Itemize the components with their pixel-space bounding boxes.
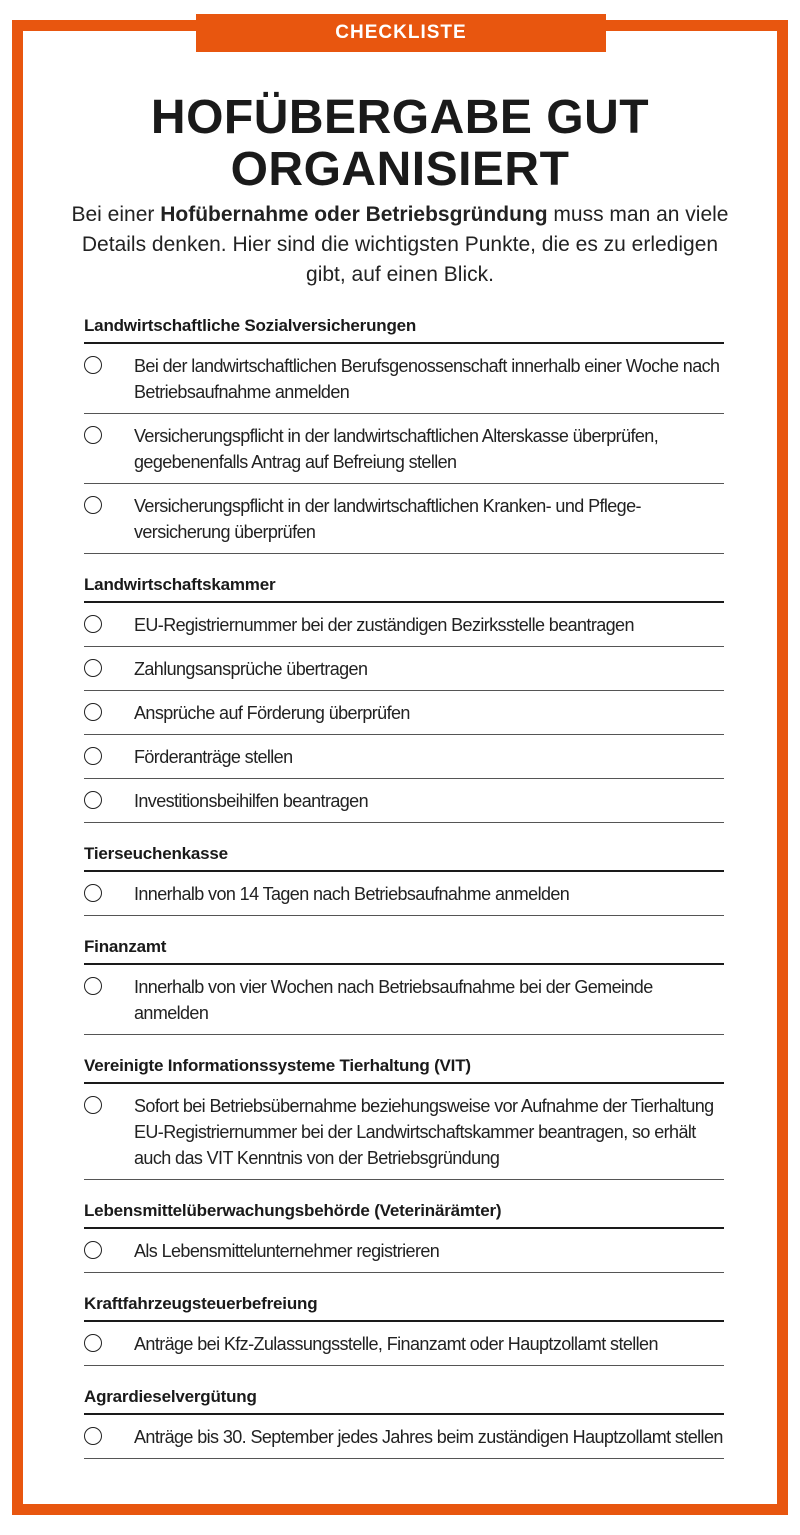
checkbox-circle-icon[interactable]	[84, 1096, 102, 1114]
title-line-2: ORGANISIERT	[230, 143, 570, 196]
checklist-content	[84, 313, 724, 1477]
checklist-item-text: Bei der landwirtschaftlichen Berufsgenossenschaft innerhalb einer Woche nach Betriebsaufnahme anmelden	[134, 356, 720, 402]
checklist-section	[84, 313, 724, 554]
checklist-item	[84, 484, 724, 554]
section-title: Landwirtschaftskammer	[84, 572, 724, 603]
checkbox-circle-icon[interactable]	[84, 1241, 102, 1259]
checklist-item-text: Versicherungspflicht in der landwirtschaftlichen Kranken- und Pflegeversicherung überprüfen	[134, 496, 642, 542]
intro-prefix: Bei einer	[71, 203, 161, 226]
checkbox-circle-icon[interactable]	[84, 496, 102, 514]
checklist-item	[84, 1415, 724, 1459]
checklist-item	[84, 344, 724, 414]
checklist-section	[84, 1053, 724, 1180]
checklist-item-text: Sofort bei Betriebsübernahme beziehungsweise vor Aufnahme der Tierhaltung EU-Registriernummer bei der Landwirtschaftskammer beantragen, so erhält auch das VIT Kenntnis von der Betriebsgründung	[134, 1096, 714, 1168]
checklist-item	[84, 965, 724, 1035]
checklist-item-text: Ansprüche auf Förderung überprüfen	[134, 703, 410, 723]
checklist-item-text: Förderanträge stellen	[134, 747, 293, 767]
checklist-item-text: Anträge bei Kfz-Zulassungsstelle, Finanzamt oder Hauptzollamt stellen	[134, 1334, 658, 1354]
intro-bold: Hofübernahme oder Betriebsgründung	[160, 203, 548, 226]
section-title: Kraftfahrzeugsteuerbefreiung	[84, 1291, 724, 1322]
intro-text	[60, 200, 740, 290]
checklist-item	[84, 647, 724, 691]
checkbox-circle-icon[interactable]	[84, 1427, 102, 1445]
checkbox-circle-icon[interactable]	[84, 356, 102, 374]
checklist-item	[84, 1322, 724, 1366]
checklist-section	[84, 1384, 724, 1459]
section-title: Finanzamt	[84, 934, 724, 965]
section-title: Tierseuchenkasse	[84, 841, 724, 872]
checklist-item-text: Versicherungspflicht in der landwirtschaftlichen Alterskasse überprüfen, gegebenenfalls Antrag auf Befreiung stellen	[134, 426, 659, 472]
checklist-item	[84, 872, 724, 916]
checklist-section	[84, 841, 724, 916]
section-title: Vereinigte Informationssysteme Tierhaltung (VIT)	[84, 1053, 724, 1084]
checklist-item	[84, 1229, 724, 1273]
section-title: Landwirtschaftliche Sozialversicherungen	[84, 313, 724, 344]
checklist-item	[84, 603, 724, 647]
checklist-tab: CHECKLISTE	[196, 14, 606, 52]
checkbox-circle-icon[interactable]	[84, 977, 102, 995]
checklist-item	[84, 414, 724, 484]
intro-suffix: muss man an viele Details denken. Hier sind die wichtigsten Punkte, die es zu erledigen gibt, auf einen Blick.	[81, 203, 729, 286]
checklist-item	[84, 1084, 724, 1180]
checkbox-circle-icon[interactable]	[84, 615, 102, 633]
checkbox-circle-icon[interactable]	[84, 884, 102, 902]
checklist-section	[84, 934, 724, 1035]
checkbox-circle-icon[interactable]	[84, 791, 102, 809]
page-title	[0, 92, 800, 196]
checklist-item	[84, 691, 724, 735]
checklist-section	[84, 572, 724, 823]
checkbox-circle-icon[interactable]	[84, 1334, 102, 1352]
checkbox-circle-icon[interactable]	[84, 426, 102, 444]
checklist-item-text: Zahlungsansprüche übertragen	[134, 659, 368, 679]
checklist-item-text: Anträge bis 30. September jedes Jahres beim zuständigen Hauptzollamt stellen	[134, 1427, 723, 1447]
section-title: Lebensmittelüberwachungsbehörde (Veterinärämter)	[84, 1198, 724, 1229]
checklist-item-text: Investitionsbeihilfen beantragen	[134, 791, 368, 811]
checkbox-circle-icon[interactable]	[84, 659, 102, 677]
checklist-item-text: Als Lebensmittelunternehmer registrieren	[134, 1241, 440, 1261]
section-title: Agrardieselvergütung	[84, 1384, 724, 1415]
checklist-item-text: EU-Registriernummer bei der zuständigen Bezirksstelle beantragen	[134, 615, 634, 635]
checkbox-circle-icon[interactable]	[84, 703, 102, 721]
checklist-item-text: Innerhalb von vier Wochen nach Betriebsaufnahme bei der Gemeinde anmelden	[134, 977, 653, 1023]
checklist-section	[84, 1291, 724, 1366]
checklist-section	[84, 1198, 724, 1273]
title-line-1: HOFÜBERGABE GUT	[150, 91, 650, 144]
checklist-item	[84, 735, 724, 779]
checklist-item	[84, 779, 724, 823]
checklist-item-text: Innerhalb von 14 Tagen nach Betriebsaufnahme anmelden	[134, 884, 570, 904]
checkbox-circle-icon[interactable]	[84, 747, 102, 765]
